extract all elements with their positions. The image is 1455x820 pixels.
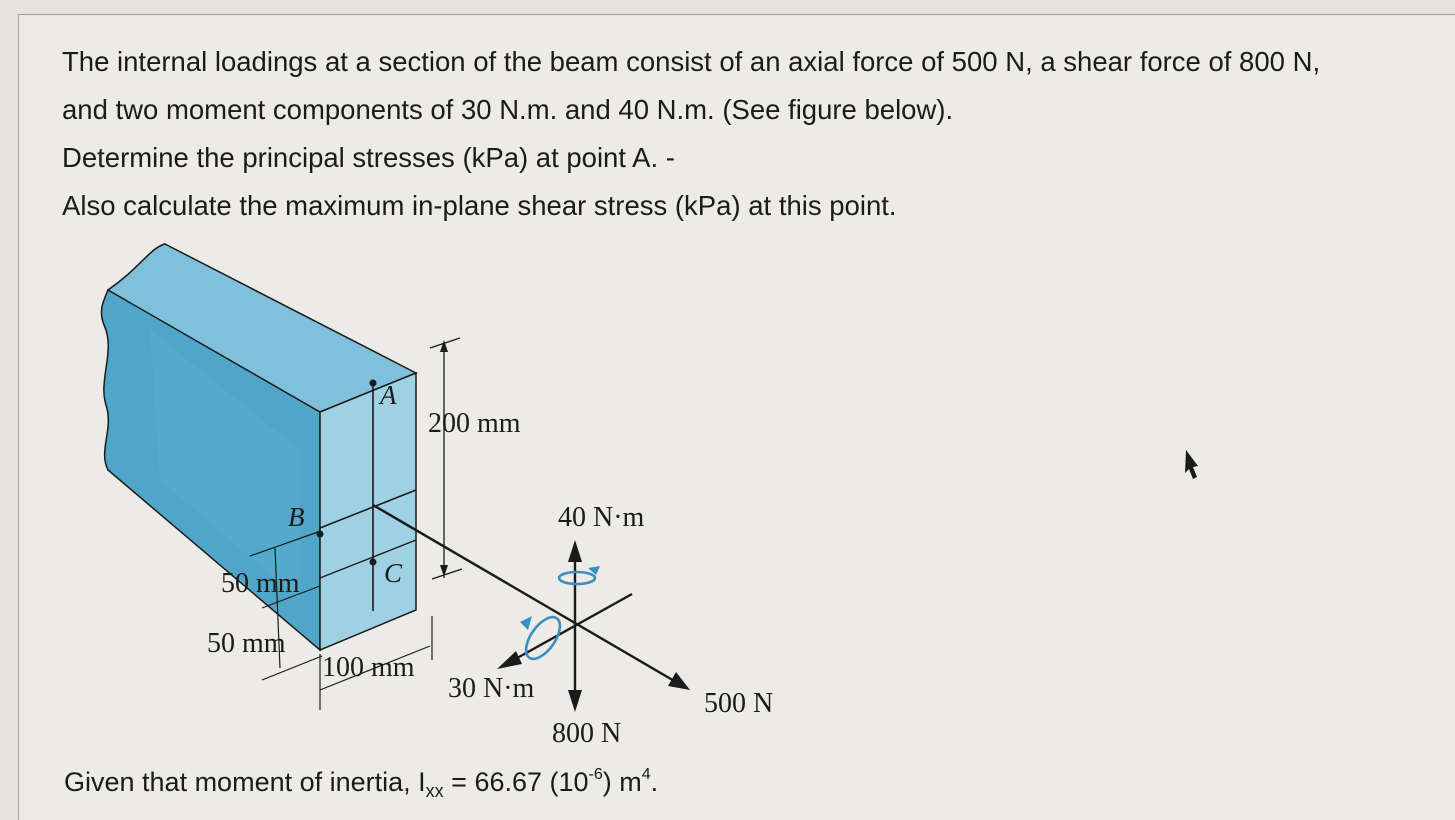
moment-30-curl-arrow xyxy=(520,616,532,630)
moment-40-curl xyxy=(559,572,595,584)
point-b-label: B xyxy=(288,502,305,532)
shear-force-arrowhead xyxy=(568,690,582,712)
height-dim-arrow-bottom xyxy=(440,565,448,577)
dim-50mm-lower: 50 mm xyxy=(207,628,286,659)
beam-cross-section xyxy=(320,373,416,650)
moment-30-arrowhead xyxy=(497,651,522,669)
mouse-cursor-icon xyxy=(1185,450,1198,479)
question-line-1: The internal loadings at a section of the beam consist of an axial force of 500 N, a shear force of 800 N, xyxy=(62,46,1321,77)
given-prefix: Given that moment of inertia, I xyxy=(64,767,426,797)
given-end: . xyxy=(650,767,659,797)
shear-force-label: 800 N xyxy=(552,718,622,749)
dim-50mm-upper: 50 mm xyxy=(221,568,300,599)
question-line-3: Determine the principal stresses (kPa) at point A. - xyxy=(62,142,675,173)
axial-force-label: 500 N xyxy=(704,688,774,719)
point-a-label: A xyxy=(380,380,397,410)
axial-force-arrowhead xyxy=(668,672,690,690)
given-subscript: xx xyxy=(425,781,444,801)
moment-40-arrowhead xyxy=(568,540,582,562)
point-c-marker xyxy=(370,559,377,566)
b-dim-tick-bottom xyxy=(262,656,322,680)
dim-100mm: 100 mm xyxy=(322,652,415,683)
height-dim-label: 200 mm xyxy=(428,408,521,439)
given-middle: = 66.67 (10 xyxy=(443,767,589,797)
point-c-label: C xyxy=(384,558,403,588)
point-a-marker xyxy=(370,380,377,387)
height-dim-tick-bottom xyxy=(432,569,462,579)
moment-30-label: 30 N·m xyxy=(448,673,535,704)
given-statement xyxy=(64,766,659,801)
given-unit-exponent: 4 xyxy=(641,766,651,783)
question-line-4: Also calculate the maximum in-plane shear stress (kPa) at this point. xyxy=(62,190,897,221)
given-exponent: -6 xyxy=(588,766,603,783)
question-line-2: and two moment components of 30 N.m. and 40 N.m. (See figure below). xyxy=(62,94,954,125)
given-unit: ) m xyxy=(602,767,642,797)
moment-40-label: 40 N·m xyxy=(558,502,645,533)
